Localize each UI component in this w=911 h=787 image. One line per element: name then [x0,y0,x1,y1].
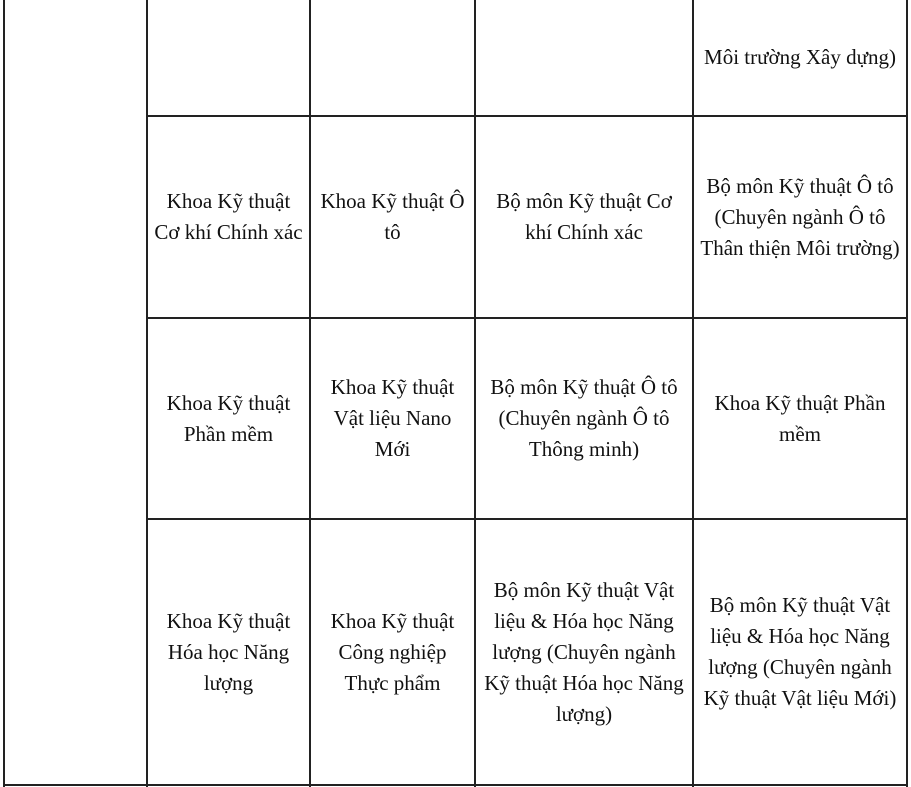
table-cell [311,319,474,518]
table-cell [476,520,692,784]
table-cell [476,319,692,518]
cell-text: Khoa Kỹ thuật Cơ khí Chính xác [154,189,303,244]
cell-text: Khoa Kỹ thuật Phần mềm [166,390,291,446]
cell-text: Khoa Kỹ thuật Phần mềm [714,390,886,446]
table-cell [148,520,309,784]
table-cell [694,117,906,317]
cell-text: Khoa Kỹ thuật Công nghiệp Thực phẩm [330,608,455,695]
table-cell [311,520,474,784]
table-cell [692,0,908,115]
cell-text: Bộ môn Kỹ thuật Ô tô (Chuyên ngành Ô tô Thân thiện Môi trường) [700,173,900,260]
table-cell [148,319,309,518]
cell-text: Bộ môn Kỹ thuật Cơ khí Chính xác [496,189,672,244]
table-border-bottom [3,784,908,786]
table-cell [311,117,474,317]
cell-text: Bộ môn Kỹ thuật Vật liệu & Hóa học Năng lượng (Chuyên ngành Kỹ thuật Hóa học Năng lượng) [484,577,684,726]
cell-text: Khoa Kỹ thuật Ô tô [320,189,465,244]
cell-text: Bộ môn Kỹ thuật Ô tô (Chuyên ngành Ô tô Thông minh) [490,375,678,461]
table-cell [694,319,906,518]
table-cell [476,117,692,317]
cell-text: Bộ môn Kỹ thuật Vật liệu & Hóa học Năng lượng (Chuyên ngành Kỹ thuật Vật liệu Mới) [703,593,897,710]
table-cell [148,117,309,317]
cell-text: Khoa Kỹ thuật Vật liệu Nano Mới [330,375,455,461]
cell-text: Khoa Kỹ thuật Hóa học Năng lượng [166,608,291,695]
cell-text: Môi trường Xây dựng) [704,45,896,69]
table-cell [694,520,906,784]
table-border-left [3,0,5,787]
table-border-right [906,0,908,787]
